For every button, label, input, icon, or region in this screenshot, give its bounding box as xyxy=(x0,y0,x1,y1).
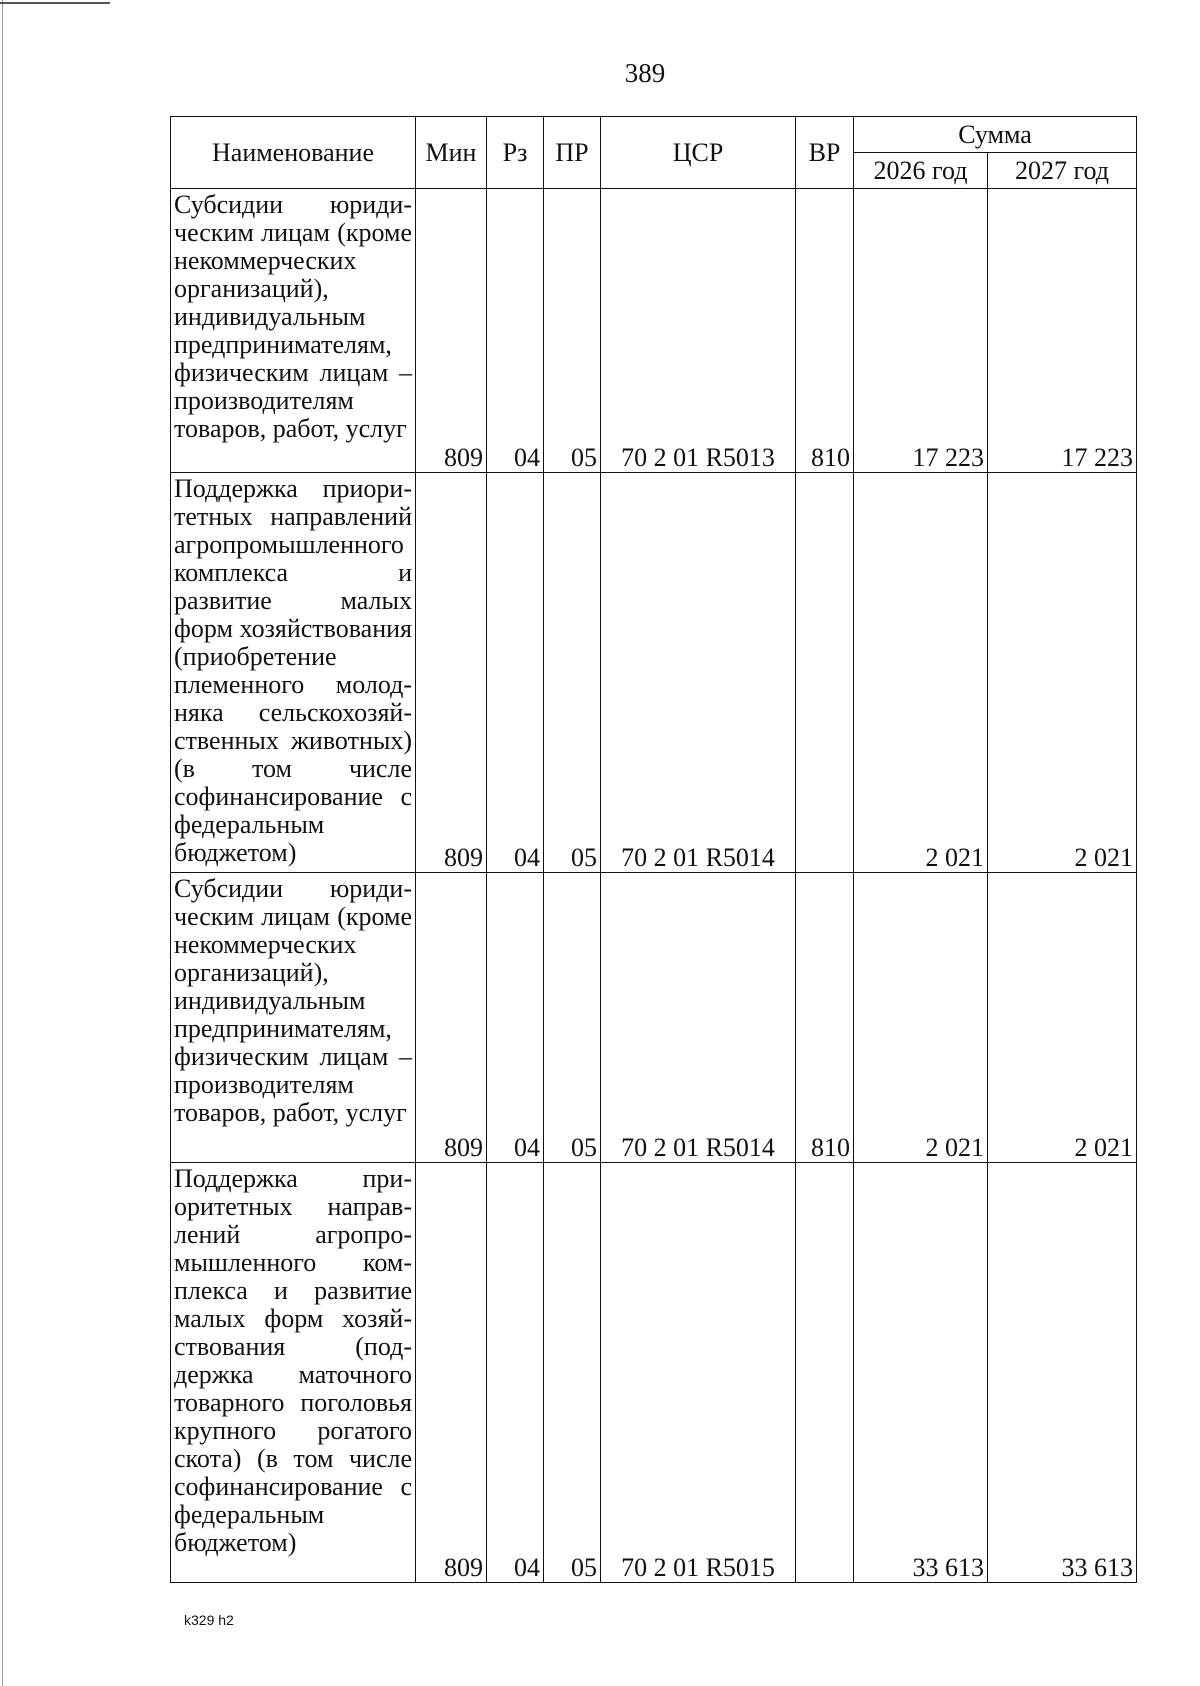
document-footer-code: k329 h2 xyxy=(184,1612,234,1628)
row-sum-2027: 2 021 xyxy=(988,873,1137,1163)
row-sum-2027: 33 613 xyxy=(988,1163,1137,1583)
row-name: Субсидии юридическим лицам (кроме некоммерческих организаций), индивидуальным предпринимателям, физическим лицам – производителям товаров, работ, услуг xyxy=(171,189,416,473)
table-row xyxy=(171,189,1137,473)
row-vr xyxy=(796,473,854,873)
row-sum-2027: 17 223 xyxy=(988,189,1137,473)
header-rz: Рз xyxy=(487,117,544,189)
row-rz: 04 xyxy=(487,1163,544,1583)
row-sum-2026: 2 021 xyxy=(854,873,988,1163)
row-vr: 810 xyxy=(796,189,854,473)
row-rz: 04 xyxy=(487,473,544,873)
table-row xyxy=(171,1163,1137,1583)
row-vr xyxy=(796,1163,854,1583)
scan-edge-top xyxy=(0,2,110,4)
row-sum-2026: 2 021 xyxy=(854,473,988,873)
row-pr: 05 xyxy=(544,873,601,1163)
row-csr: 70 2 01 R5014 xyxy=(601,473,796,873)
header-sum: Сумма xyxy=(854,117,1137,153)
row-sum-2027: 2 021 xyxy=(988,473,1137,873)
row-sum-2026: 17 223 xyxy=(854,189,988,473)
row-csr: 70 2 01 R5014 xyxy=(601,873,796,1163)
budget-table xyxy=(170,116,1137,1583)
row-name: Субсидии юридическим лицам (кроме некоммерческих организаций), индивидуальным предпринимателям, физическим лицам – производителям товаров, работ, услуг xyxy=(171,873,416,1163)
row-pr: 05 xyxy=(544,189,601,473)
table-row xyxy=(171,873,1137,1163)
row-rz: 04 xyxy=(487,873,544,1163)
header-year-2026: 2026 год xyxy=(854,153,988,189)
header-pr: ПР xyxy=(544,117,601,189)
row-name: Поддержка приоритетных направлений агропромышленного комплекса и развитие малых форм хозяйствования (приобретение племенного молодняка сельскохозяйственных животных) (в том числе софинансирование с федеральным бюджетом) xyxy=(171,473,416,873)
row-csr: 70 2 01 R5015 xyxy=(601,1163,796,1583)
row-name: Поддержка приоритетных направлений агропромышленного комплекса и развитие малых форм хозяйствования (поддержка маточного товарного поголовья крупного рогатого скота) (в том числе софинансирование с федеральным бюджетом) xyxy=(171,1163,416,1583)
row-pr: 05 xyxy=(544,473,601,873)
row-min: 809 xyxy=(416,473,487,873)
row-csr: 70 2 01 R5013 xyxy=(601,189,796,473)
header-min: Мин xyxy=(416,117,487,189)
header-year-2027: 2027 год xyxy=(988,153,1137,189)
header-name: Наименование xyxy=(171,117,416,189)
header-vr: ВР xyxy=(796,117,854,189)
row-min: 809 xyxy=(416,1163,487,1583)
budget-table-container xyxy=(170,116,1136,1583)
scan-edge-left xyxy=(2,0,3,1686)
row-vr: 810 xyxy=(796,873,854,1163)
row-sum-2026: 33 613 xyxy=(854,1163,988,1583)
row-min: 809 xyxy=(416,189,487,473)
header-row xyxy=(171,117,1137,153)
row-min: 809 xyxy=(416,873,487,1163)
header-csr: ЦСР xyxy=(601,117,796,189)
row-pr: 05 xyxy=(544,1163,601,1583)
page-number: 389 xyxy=(624,58,666,88)
table-row xyxy=(171,473,1137,873)
row-rz: 04 xyxy=(487,189,544,473)
